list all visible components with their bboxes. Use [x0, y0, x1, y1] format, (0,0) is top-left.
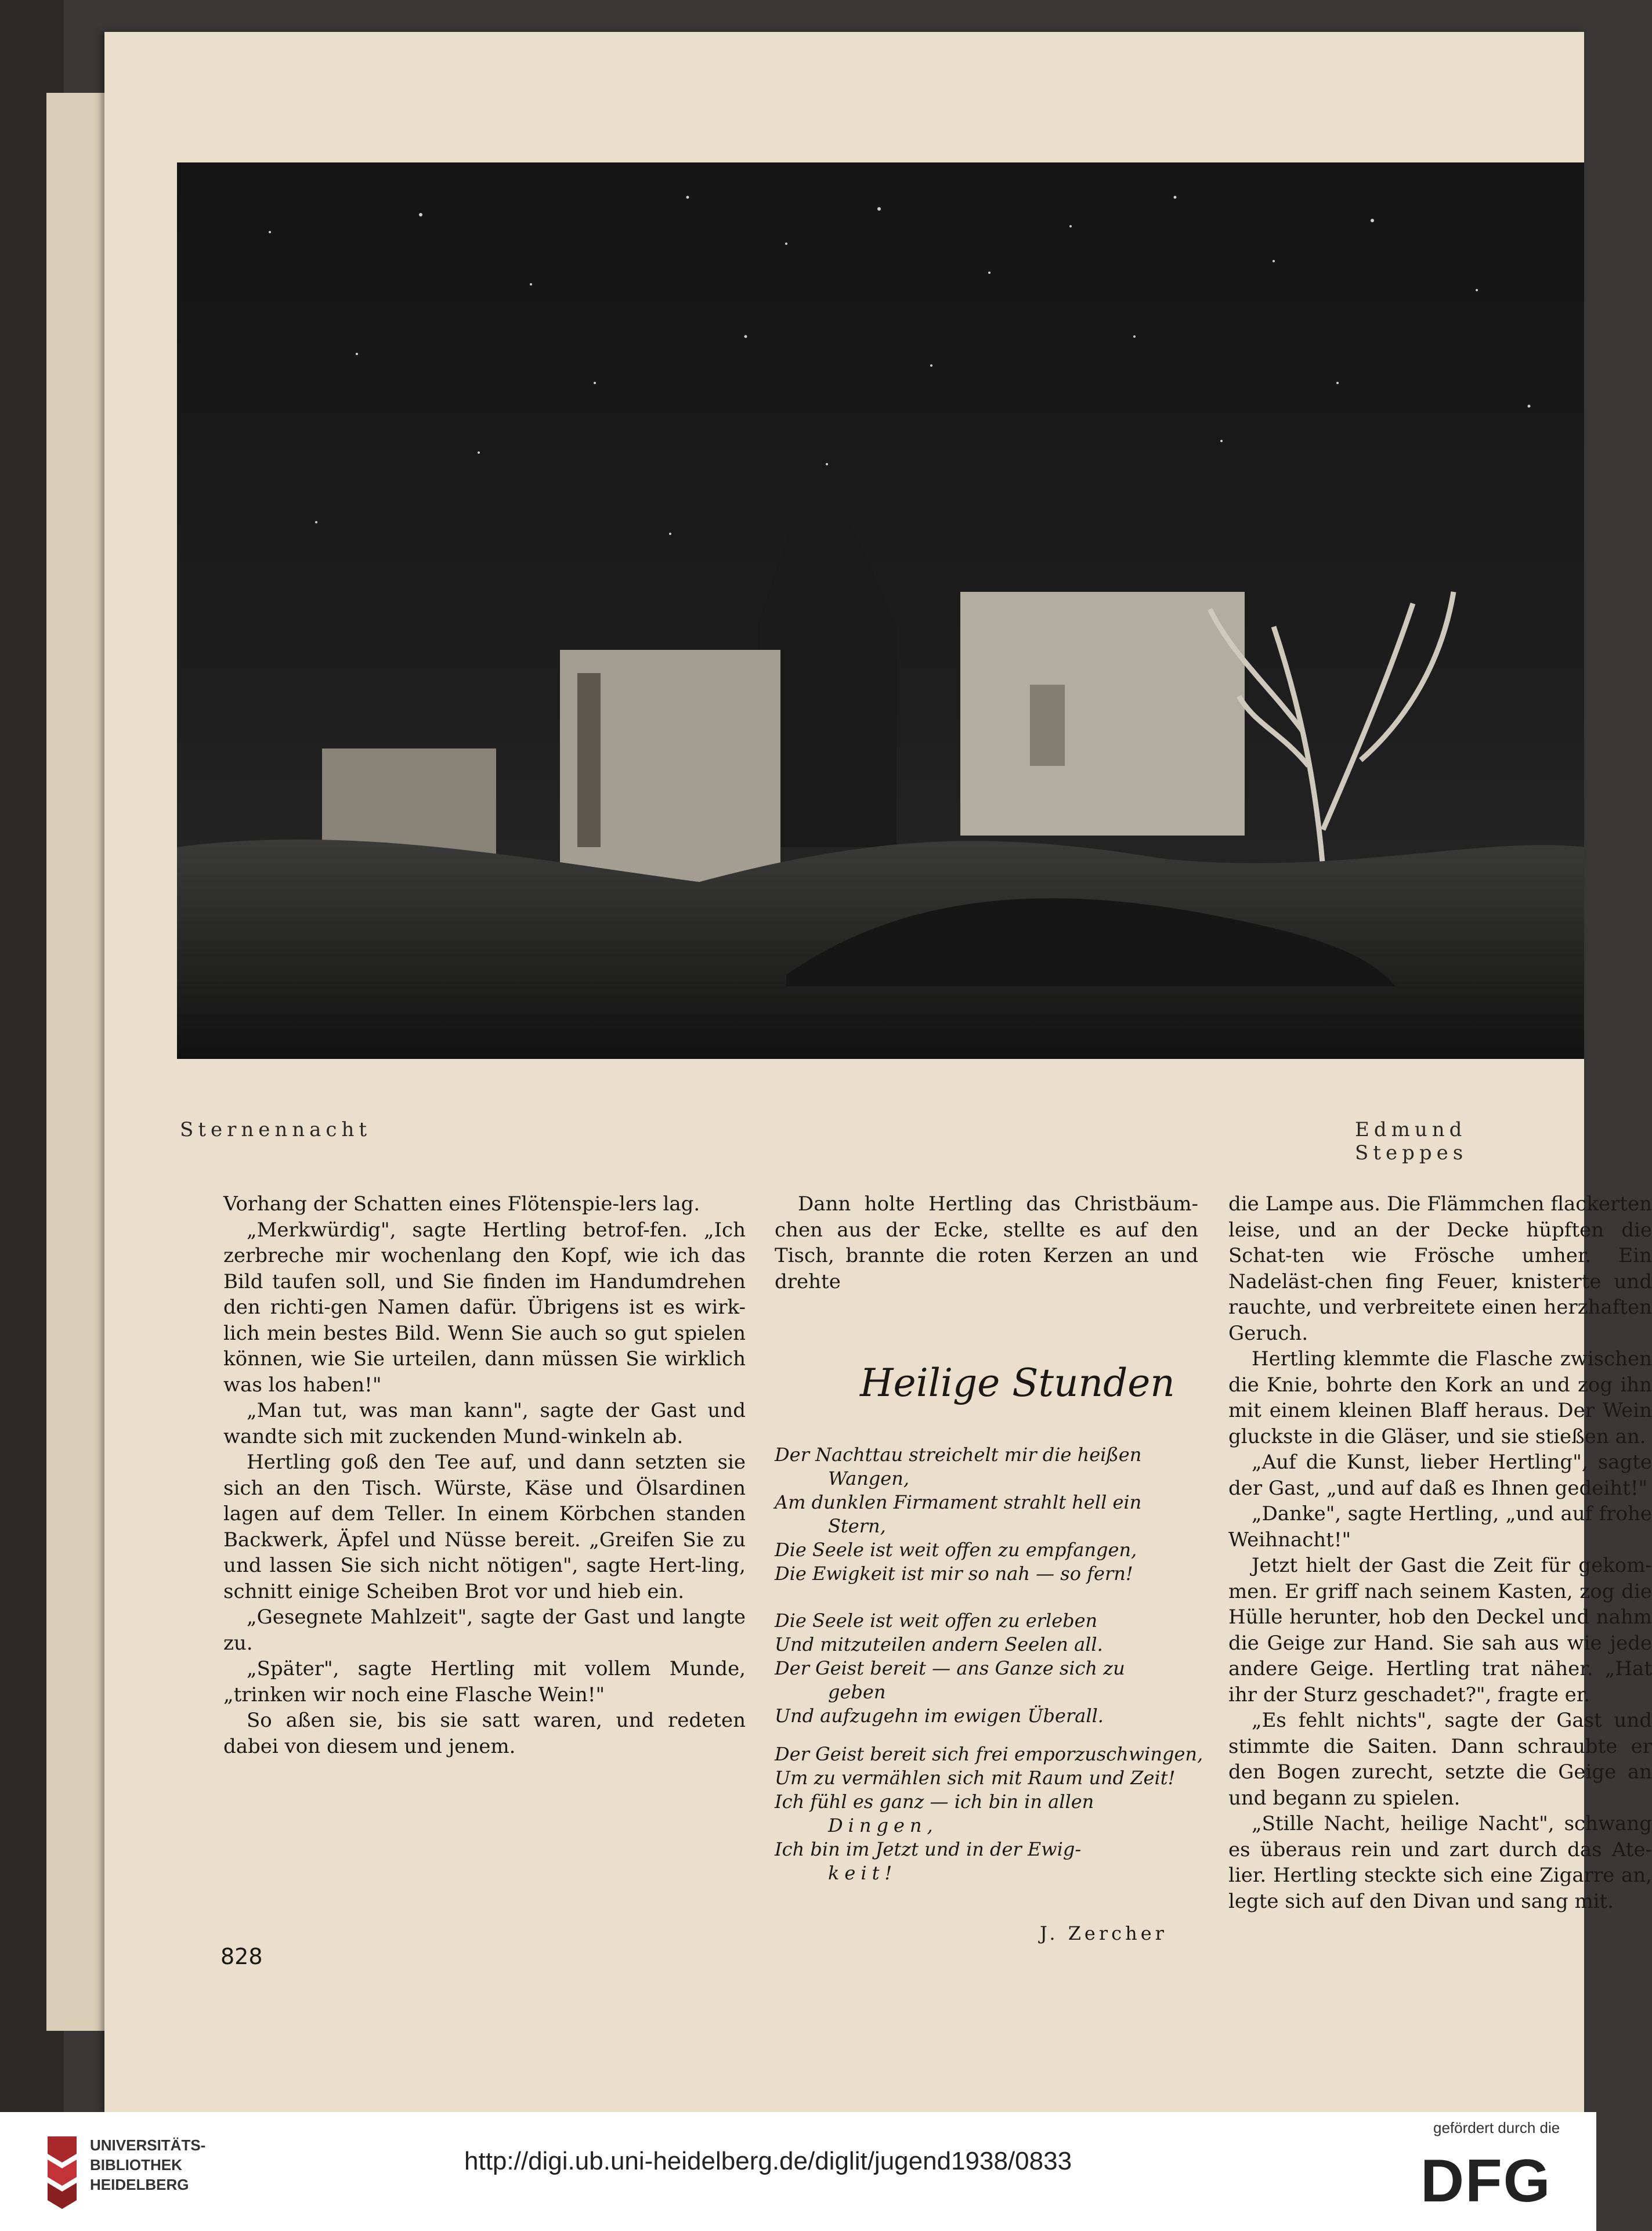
- text-column-left: [223, 1191, 746, 1759]
- paragraph: Dann holte Hertling das Christbäum-chen aus der Ecke, stellte es auf den Tisch, brannte die roten Kerzen an und drehte: [775, 1192, 1198, 1293]
- university-library-logo[interactable]: [42, 2131, 82, 2212]
- text-column-middle: [775, 1191, 1198, 1295]
- paragraph: „Gesegnete Mahlzeit", sagte der Gast und langte zu.: [223, 1606, 746, 1655]
- poem-line: Die Seele ist weit offen zu erleben: [775, 1610, 1098, 1632]
- illustration-plate: [177, 162, 1584, 1059]
- poem-line: Ich fühl es ganz — ich bin in allen: [775, 1791, 1094, 1813]
- poem-line: Die Ewigkeit ist mir so nah — so fern!: [775, 1563, 1133, 1585]
- poem-line: Wangen,: [828, 1467, 909, 1489]
- paragraph: Hertling goß den Tee auf, und dann setzten sie sich an den Tisch. Würste, Käse und Ölsardinen lagen auf dem Teller. In einem Körbchen standen Backwerk, Äpfel und Nüsse bereit. „Greifen Sie zu und lassen Sie sich nicht nötigen", sagte Hert-ling, schnitt einige Scheiben Brot vor und hieb ein.: [223, 1451, 746, 1603]
- funding-label: gefördert durch die: [1433, 2119, 1560, 2136]
- paragraph: „Stille Nacht, heilige Nacht", schwang es überaus rein und zart durch das Ate-lier. Hertling steckte sich eine Zigarre an, legte sich auf den Divan und sang mit.: [1228, 1812, 1652, 1913]
- paragraph: „Danke", sagte Hertling, „und auf frohe Weihnacht!": [1228, 1502, 1652, 1552]
- poem-line: Und aufzugehn im ewigen Überall.: [775, 1705, 1104, 1727]
- poem-line: Der Nachttau streichelt mir die heißen: [775, 1444, 1142, 1466]
- poem-stanza-2: [775, 1609, 1125, 1728]
- paragraph: Vorhang der Schatten eines Flötenspie-lers lag.: [223, 1192, 700, 1216]
- poem-stanza-3: [775, 1742, 1203, 1885]
- illustration-caption-artist: Edmund Steppes: [1355, 1118, 1468, 1165]
- poem-line: geben: [828, 1681, 886, 1703]
- library-name-line: UNIVERSITÄTS-: [90, 2136, 206, 2154]
- poem-line: Ich bin im Jetzt und in der Ewig-: [775, 1838, 1082, 1860]
- book-page: [104, 32, 1652, 2112]
- poem-stanza-1: [775, 1443, 1141, 1586]
- text-column-right: [1228, 1191, 1652, 1914]
- paragraph: „Merkwürdig", sagte Hertling betrof-fen. „Ich zerbreche mir wochenlang den Kopf, wie ich das Bild taufen soll, und Sie finden im Handumdrehen den richti-gen Namen dafür. Übrigens ist es wirk-lich mein bestes Bild. Wenn Sie auch so gut spielen können, wie Sie urteilen, dann müssen Sie wirklich was los haben!": [223, 1218, 746, 1397]
- night-landscape-illustration: [177, 162, 1584, 1059]
- poem-line: keit!: [828, 1862, 898, 1884]
- poem-line: Um zu vermählen sich mit Raum und Zeit!: [775, 1767, 1176, 1789]
- poem-line: Der Geist bereit — ans Ganze sich zu: [775, 1657, 1125, 1679]
- poem-line: Und mitzuteilen andern Seelen all.: [775, 1633, 1103, 1655]
- poem-line: Am dunklen Firmament strahlt hell ein: [775, 1491, 1142, 1513]
- illustration-caption-title: Sternennacht: [180, 1118, 372, 1141]
- page-number: 828: [220, 1944, 263, 1969]
- library-name-line: HEIDELBERG: [90, 2176, 189, 2193]
- dfg-logo[interactable]: DFG: [1420, 2147, 1552, 2215]
- poem-line: Die Seele ist weit offen zu empfangen,: [775, 1539, 1137, 1561]
- poem-line: Stern,: [828, 1515, 886, 1537]
- paragraph: „Später", sagte Hertling mit vollem Munde, „trinken wir noch eine Flasche Wein!": [223, 1657, 746, 1706]
- poem-title: Heilige Stunden: [860, 1361, 1175, 1405]
- paragraph: „Man tut, was man kann", sagte der Gast und wandte sich mit zuckenden Mund-winkeln ab.: [223, 1399, 746, 1448]
- paragraph: „Auf die Kunst, lieber Hertling", sagte der Gast, „und auf daß es Ihnen gedeiht!": [1228, 1451, 1652, 1500]
- poem-line: Dingen,: [828, 1814, 938, 1836]
- source-url-link[interactable]: http://digi.ub.uni-heidelberg.de/diglit/jugend1938/0833: [464, 2147, 1072, 2175]
- poem-author: J. Zercher: [1040, 1922, 1167, 1944]
- poem-line: Der Geist bereit sich frei emporzuschwingen,: [775, 1743, 1203, 1765]
- paragraph: Hertling klemmte die Flasche zwischen die Knie, bohrte den Kork an und zog ihn mit einem kleinen Blaff heraus. Der Wein gluckste in die Gläser, und sie stießen an.: [1228, 1347, 1652, 1448]
- paragraph: So aßen sie, bis sie satt waren, und redeten dabei von diesem und jenem.: [223, 1709, 746, 1758]
- paragraph: „Es fehlt nichts", sagte der Gast und stimmte die Saiten. Dann schraubte er den Bogen zurecht, setzte die Geige an und begann zu spielen.: [1228, 1709, 1652, 1810]
- library-name[interactable]: [90, 2135, 205, 2194]
- paragraph: die Lampe aus. Die Flämmchen flackerten leise, und an der Decke hüpften die Schat-ten wie Frösche umher. Ein Nadeläst-chen fing Feuer, knisterte und rauchte, und verbreitete einen herzhaften Geruch.: [1228, 1192, 1652, 1345]
- paragraph: Jetzt hielt der Gast die Zeit für gekom-men. Er griff nach seinem Kasten, zog die Hülle herunter, hob den Deckel und nahm die Geige zur Hand. Sie sah aus wie jede andere Geige. Hertling trat näher. „Hat ihr der Sturz geschadet?", fragte er.: [1228, 1554, 1652, 1706]
- library-name-line: BIBLIOTHEK: [90, 2156, 182, 2174]
